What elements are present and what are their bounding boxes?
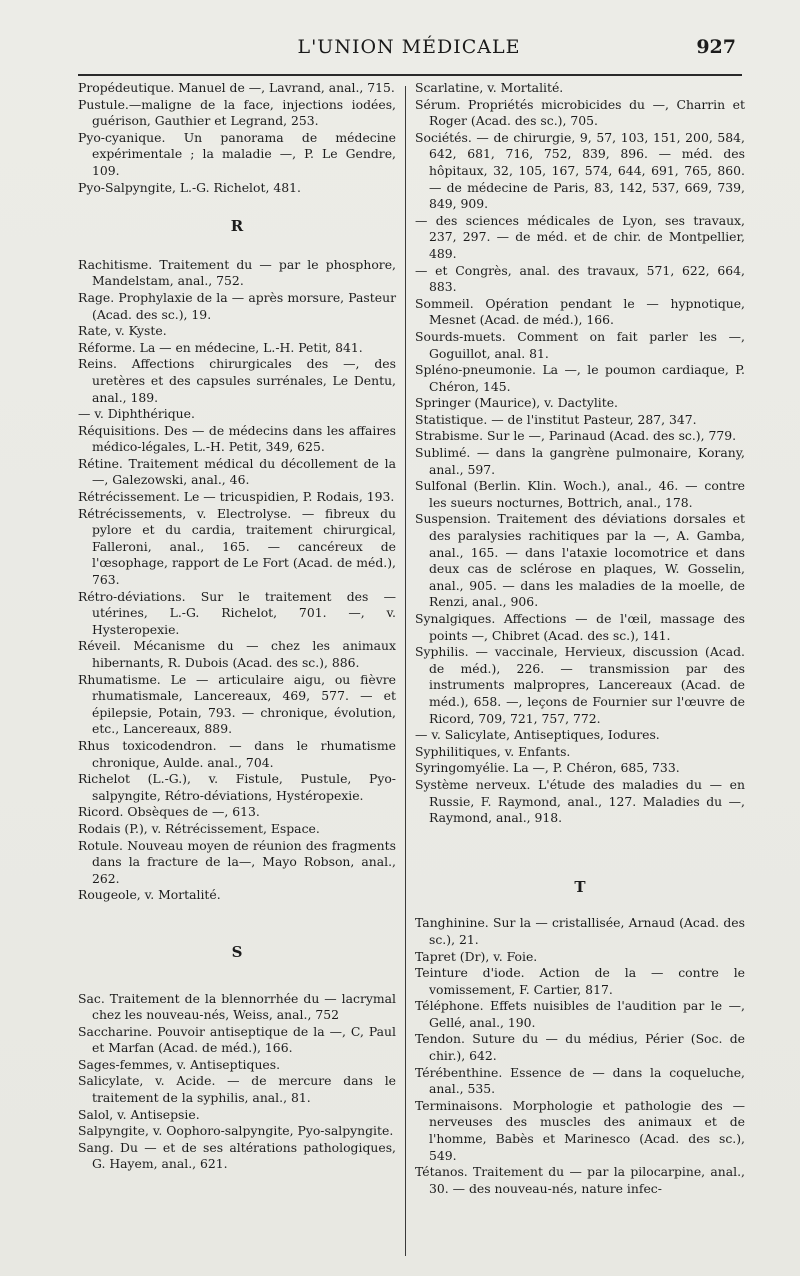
index-entry: Richelot (L.-G.), v. Fistule, Pustule, Pyo-salpyngite, Rétro-déviations, Hystéropexie.	[78, 771, 396, 803]
index-entry: Sérum. Propriétés microbicides du —, Charrin et Roger (Acad. des sc.), 705.	[415, 96, 745, 129]
index-entry: Statistique. — de l'institut Pasteur, 287, 347.	[415, 411, 697, 427]
index-entry: Réforme. La — en médecine, L.-H. Petit, 841.	[78, 339, 363, 355]
section-letter-t: T	[574, 877, 586, 896]
index-entry: — v. Diphthérique.	[78, 406, 195, 422]
index-entry: Tapret (Dr), v. Foie.	[415, 948, 538, 964]
index-entry: Rétro-déviations. Sur le traitement des — utérines, L.-G. Richelot, 701. —, v. Hysteropexie.	[78, 588, 396, 637]
index-entry: Système nerveux. L'étude des maladies du — en Russie, F. Raymond, anal., 127. Maladies du —, Raymond, anal., 918.	[415, 776, 745, 826]
index-entry: Saccharine. Pouvoir antiseptique de la —, C, Paul et Marfan (Acad. de méd.), 166.	[78, 1023, 396, 1056]
index-entry: Rachitisme. Traitement du — par le phosphore, Mandelstam, anal., 752.	[78, 256, 396, 289]
index-entry: Spléno-pneumonie. La —, le poumon cardiaque, P. Chéron, 145.	[415, 362, 745, 394]
index-entry: Syphilis. — vaccinale, Hervieux, discussion (Acad. de méd.), 226. — transmission par des instruments malpropres, Lancereaux (Acad. de méd.), 658. —, leçons de Fournier sur l'œuvre de Ricord, 709, 721, 757, 772.	[415, 644, 745, 726]
index-entry: Syphilitiques, v. Enfants.	[415, 743, 571, 759]
index-entry: Térébenthine. Essence de — dans la coqueluche, anal., 535.	[415, 1064, 745, 1097]
index-entry: Rhus toxicodendron. — dans le rhumatisme chronique, Aulde. anal., 704.	[78, 737, 396, 770]
index-entry: — des sciences médicales de Lyon, ses travaux, 237, 297. — de méd. et de chir. de Montpellier, 489.	[415, 212, 745, 261]
index-entry: Sublimé. — dans la gangrène pulmonaire, Korany, anal., 597.	[415, 445, 745, 477]
section-letter-r: R	[230, 217, 244, 236]
left-column	[78, 80, 396, 1173]
index-entry: Tétanos. Traitement du — par la pilocarpine, anal., 30. — des nouveau-nés, nature infec-	[415, 1164, 745, 1196]
index-entry: Synalgiques. Affections — de l'œil, massage des points —, Chibret (Acad. des sc.), 141.	[415, 611, 745, 643]
index-entry: Téléphone. Effets nuisibles de l'audition par le —, Gellé, anal., 190.	[415, 998, 745, 1030]
index-entry: Pustule.—maligne de la face, injections iodées, guérison, Gauthier et Legrand, 253.	[78, 96, 396, 129]
right-column	[415, 80, 745, 1197]
entries-p-section	[78, 80, 396, 196]
index-entry: Salpyngite, v. Oophoro-salpyngite, Pyo-salpyngite.	[78, 1123, 394, 1139]
page-number: 927	[696, 36, 736, 58]
index-entry: Sages-femmes, v. Antiseptiques.	[78, 1056, 281, 1072]
page-header	[78, 32, 740, 68]
index-entry: Sourds-muets. Comment on fait parler les —, Goguillot, anal. 81.	[415, 328, 745, 361]
index-entry: Sulfonal (Berlin. Klin. Woch.), anal., 46. — contre les sueurs nocturnes, Bottrich, anal., 178.	[415, 478, 745, 510]
index-entry: Pyo-cyanique. Un panorama de médecine expérimentale ; la maladie —, P. Le Gendre, 109.	[78, 129, 396, 178]
index-entry: Suspension. Traitement des déviations dorsales et des paralysies rachitiques par la —, A. Gamba, anal., 165. — dans l'ataxie locomotrice et dans deux cas de sclérose en plaques, W. Gosselin, anal., 905. — dans les maladies de la moelle, de Renzi, anal., 906.	[415, 511, 745, 610]
index-entry: Sang. Du — et de ses altérations pathologiques, G. Hayem, anal., 621.	[78, 1139, 396, 1172]
column-divider	[405, 86, 406, 1256]
entries-s-section	[78, 991, 396, 1174]
index-entry: Propédeutique. Manuel de —, Lavrand, anal., 715.	[78, 80, 395, 95]
index-entry: Sac. Traitement de la blennorrhée du — lacrymal chez les nouveau-nés, Weiss, anal., 752	[78, 990, 396, 1023]
index-entry: Rétine. Traitement médical du décollement de la —, Galezowski, anal., 46.	[78, 455, 396, 488]
index-entry: Rodais (P.), v. Rétrécissement, Espace.	[78, 820, 320, 836]
index-entry: Rétrécissement. Le — tricuspidien, P. Rodais, 193.	[78, 489, 395, 505]
index-entry: Rhumatisme. Le — articulaire aigu, ou fièvre rhumatismale, Lancereaux, 469, 577. — et épilepsie, Potain, 793. — chronique, évolution, etc., Lancereaux, 889.	[78, 671, 396, 737]
index-entry: Sociétés. — de chirurgie, 9, 57, 103, 151, 200, 584, 642, 681, 716, 752, 839, 896. — méd. des hôpitaux, 32, 105, 167, 574, 644, 691, 765, 860. — de médecine de Paris, 83, 142, 537, 669, 739, 849, 909.	[415, 129, 745, 212]
index-entry: Rotule. Nouveau moyen de réunion des fragments dans la fracture de la—, Mayo Robson, anal., 262.	[78, 837, 396, 886]
index-entry: Reins. Affections chirurgicales des —, des uretères et des capsules surrénales, Le Dentu, anal., 189.	[78, 356, 396, 405]
index-entry: Tendon. Suture du — du médius, Périer (Soc. de chir.), 642.	[415, 1031, 745, 1064]
index-entry: Rage. Prophylaxie de la — après morsure, Pasteur (Acad. des sc.), 19.	[78, 289, 396, 322]
index-entry: Salol, v. Antisepsie.	[78, 1106, 200, 1122]
index-entry: Springer (Maurice), v. Dactylite.	[415, 395, 618, 411]
entries-r-section	[78, 257, 396, 904]
index-entry: Scarlatine, v. Mortalité.	[415, 80, 564, 95]
index-entry: Ricord. Obsèques de —, 613.	[78, 804, 260, 820]
index-entry: — et Congrès, anal. des travaux, 571, 622, 664, 883.	[415, 262, 745, 295]
header-rule	[78, 74, 742, 76]
index-entry: Sommeil. Opération pendant le — hypnotique, Mesnet (Acad. de méd.), 166.	[415, 295, 745, 328]
index-entry: Syringomyélie. La —, P. Chéron, 685, 733.	[415, 760, 680, 776]
index-entry: Strabisme. Sur le —, Parinaud (Acad. des sc.), 779.	[415, 428, 737, 444]
index-entry: Réquisitions. Des — de médecins dans les affaires médico-légales, L.-H. Petit, 349, 625.	[78, 422, 396, 455]
index-entry: Pyo-Salpyngite, L.-G. Richelot, 481.	[78, 179, 301, 195]
index-entry: Rougeole, v. Mortalité.	[78, 887, 221, 903]
index-entry: Réveil. Mécanisme du — chez les animaux hibernants, R. Dubois (Acad. des sc.), 886.	[78, 638, 396, 670]
index-entry: Terminaisons. Morphologie et pathologie des — nerveuses des muscles des animaux et de l'homme, Babès et Marinesco (Acad. des sc.), 549.	[415, 1097, 745, 1163]
index-entry: Salicylate, v. Acide. — de mercure dans le traitement de la syphilis, anal., 81.	[78, 1073, 396, 1106]
entries-s-continued	[415, 80, 745, 827]
index-entry: Tanghinine. Sur la — cristallisée, Arnaud (Acad. des sc.), 21.	[415, 915, 745, 947]
index-entry: — v. Salicylate, Antiseptiques, Iodures.	[415, 727, 660, 743]
index-entry: Rétrécissements, v. Electrolyse. — fibreux du pylore et du cardia, traitement chirurgical, Falleroni, anal., 165. — cancéreux de l'œsophage, rapport de Le Fort (Acad. de méd.), 763.	[78, 505, 396, 588]
entries-t-section	[415, 915, 745, 1197]
index-entry: Rate, v. Kyste.	[78, 323, 167, 339]
running-title: L'UNION MÉDICALE	[297, 36, 521, 58]
index-entry: Teinture d'iode. Action de la — contre le vomissement, F. Cartier, 817.	[415, 965, 745, 997]
section-letter-s: S	[231, 942, 243, 961]
